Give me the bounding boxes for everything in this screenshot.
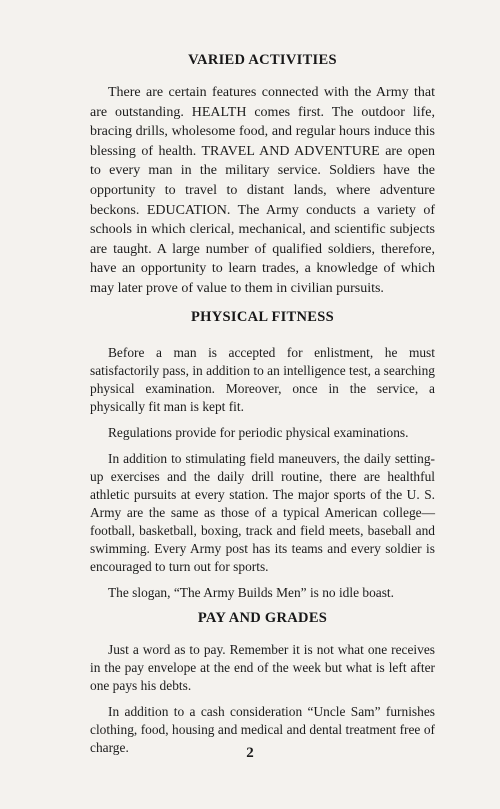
paragraph-activities-1: There are certain features connected with the Army that are outstanding. HEALTH comes first. The outdoor life, bracing drills, wholesome food, and regular hours induce this blessing of health. TRAVEL AND ADVENTURE are open to every man in the military service. Soldiers have the opportunity to travel to distant lands, where adventure beckons. EDUCATION. The Army conducts a variety of schools in which clerical, mechanical, and scientific subjects are taught. A large number of qualified soldiers, therefore, have an opportunity to learn trades, a knowledge of which may later prove of value to them in civilian pursuits. <box>90 85 435 296</box>
page-number: 2 <box>246 745 254 761</box>
paragraph-fitness-1: Before a man is accepted for enlistment, he must satisfactorily pass, in addition to an intelligence test, a searching physical examination. Moreover, once in the service, a physically fit man is kept fit. <box>90 344 435 414</box>
heading-pay-and-grades: PAY AND GRADES <box>197 609 328 626</box>
paragraph-pay-1: Just a word as to pay. Remember it is not what one receives in the pay envelope at the end of the week but what is left after one pays his debts. <box>90 641 435 693</box>
section-physical-fitness <box>90 309 435 602</box>
paragraph-fitness-3: In addition to stimulating field maneuvers, the daily setting-up exercises and the daily drill routine, there are healthful athletic pursuits at every station. The major sports of the U. S. Army are the same as those of a typical American college—football, basketball, boxing, track and field meets, baseball and swimming. Every Army post has its teams and every soldier is encouraged to turn out for sports. <box>90 450 435 574</box>
paragraph-fitness-4: The slogan, “The Army Builds Men” is no idle boast. <box>108 584 394 600</box>
text-column <box>90 52 435 757</box>
paragraph-pay-2: In addition to a cash consideration “Uncle Sam” furnishes clothing, food, housing and medical and dental treatment free of charge. <box>90 703 435 755</box>
section-varied-activities <box>90 52 435 299</box>
heading-varied-activities: VARIED ACTIVITIES <box>188 52 337 68</box>
heading-physical-fitness: PHYSICAL FITNESS <box>191 308 334 325</box>
paragraph-fitness-2: Regulations provide for periodic physical examinations. <box>108 424 409 440</box>
section-pay-and-grades <box>90 610 435 757</box>
